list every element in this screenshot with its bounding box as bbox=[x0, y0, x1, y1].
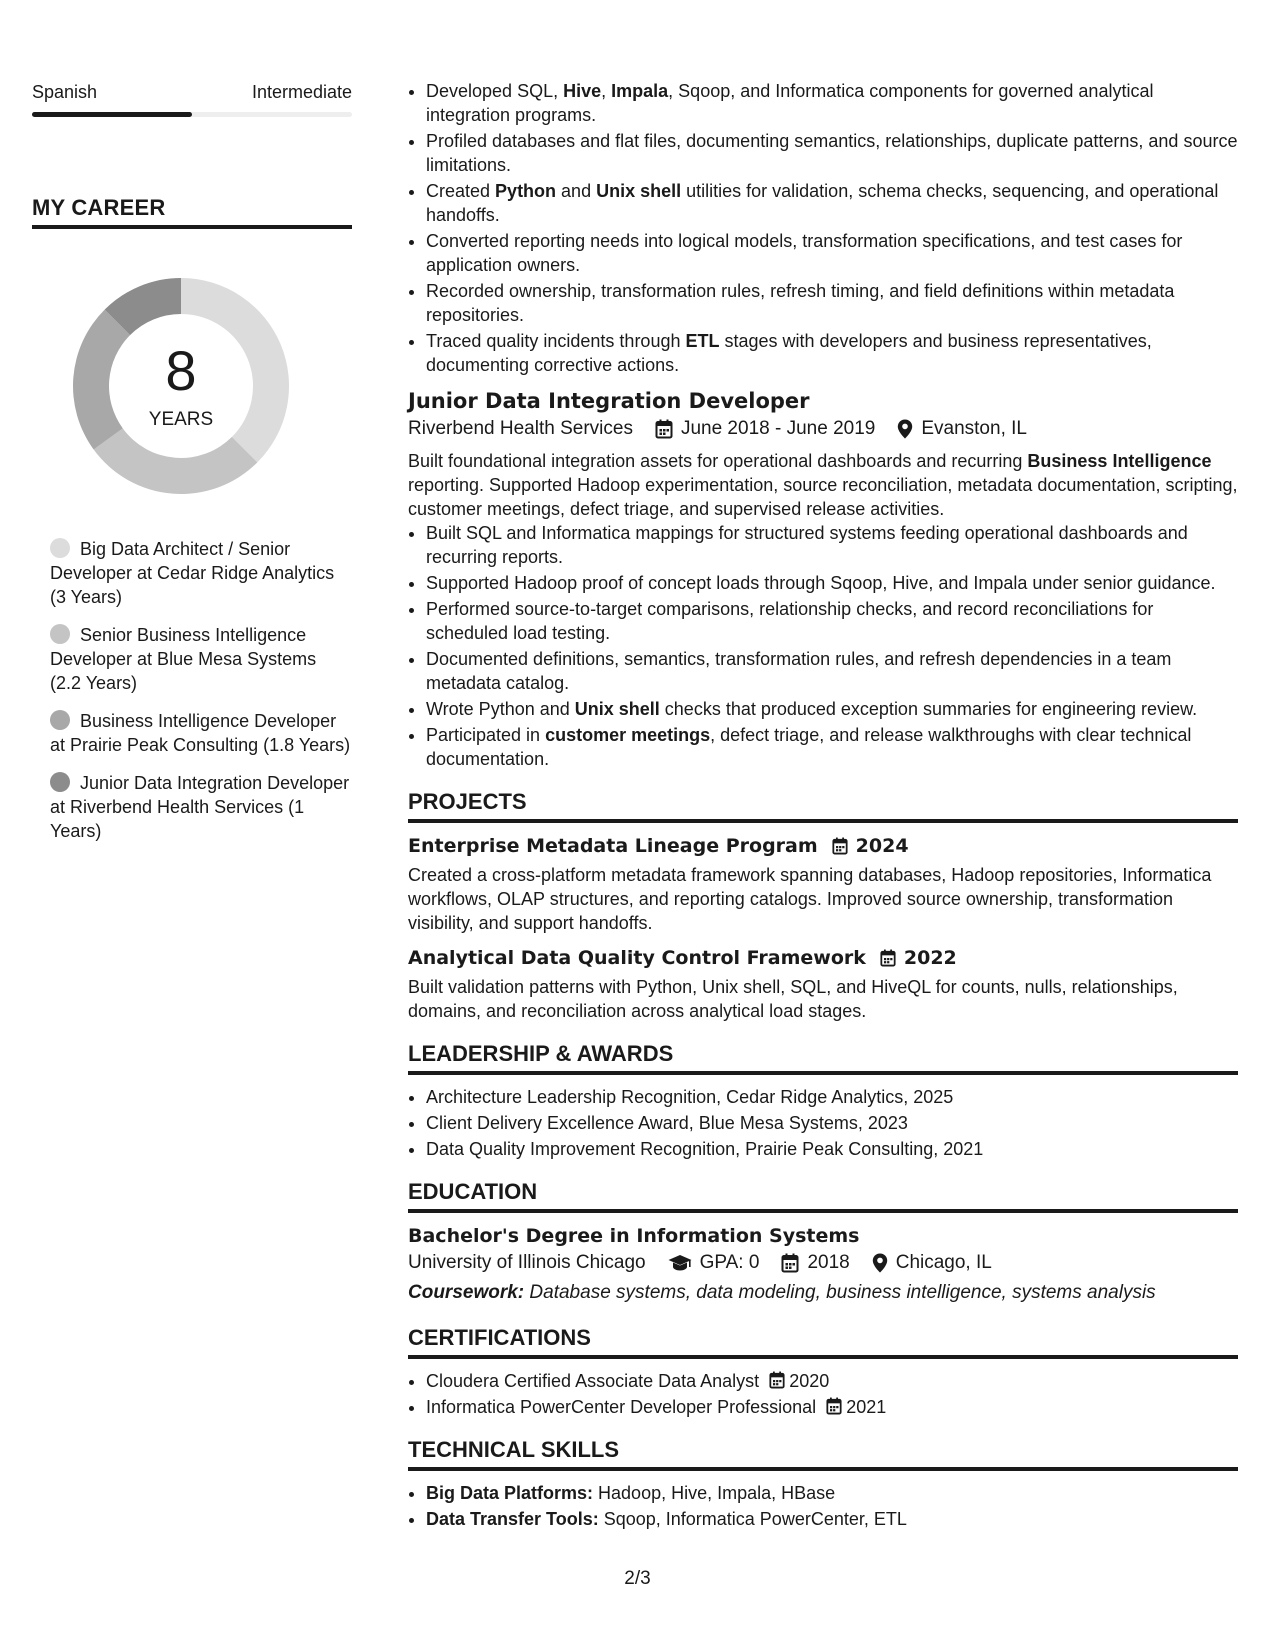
bold-keyword: Impala bbox=[611, 81, 669, 101]
legend-label: Junior Data Integration Developer at Riverbend Health Services (1 Years) bbox=[50, 773, 350, 841]
previous-job-bullet: • Developed SQL, Hive, Impala, Sqoop, and Informatica components for governed analytical integration programs. bbox=[426, 79, 1238, 127]
projects-section bbox=[408, 789, 1238, 1023]
calendar-icon bbox=[769, 1371, 785, 1389]
skills-section bbox=[408, 1437, 1238, 1531]
job-bullet: • Wrote Python and Unix shell checks that produced exception summaries for engineering review. bbox=[426, 697, 1238, 721]
location-pin-icon bbox=[897, 419, 913, 439]
job-bullet: • Documented definitions, semantics, transformation rules, and refresh dependencies in a team metadata catalog. bbox=[426, 647, 1238, 695]
previous-job-bullet: • Profiled databases and flat files, documenting semantics, relationships, duplicate patterns, and source limitations. bbox=[426, 129, 1238, 177]
career-title: MY CAREER bbox=[32, 195, 166, 220]
projects-list bbox=[408, 833, 1238, 1023]
career-legend-item bbox=[50, 623, 352, 695]
education-rule bbox=[408, 1209, 1238, 1213]
coursework-label: Coursework: bbox=[408, 1282, 525, 1303]
career-legend-item bbox=[50, 709, 352, 757]
bold-keyword: Hive bbox=[563, 81, 602, 101]
legend-dot-icon bbox=[50, 710, 70, 730]
certification-name: Cloudera Certified Associate Data Analyst bbox=[426, 1371, 760, 1391]
skills-title: TECHNICAL SKILLS bbox=[408, 1437, 620, 1462]
skill-item bbox=[426, 1481, 1238, 1505]
job-location: Evanston, IL bbox=[921, 418, 1027, 439]
certifications-title: CERTIFICATIONS bbox=[408, 1325, 591, 1350]
certifications-list bbox=[408, 1369, 1238, 1419]
job-bullet: • Supported Hadoop proof of concept loads through Sqoop, Hive, and Impala under senior guidance. bbox=[426, 571, 1238, 595]
certification-item bbox=[426, 1395, 1238, 1419]
projects-title: PROJECTS bbox=[408, 789, 527, 814]
project-name: Enterprise Metadata Lineage Program bbox=[408, 835, 818, 857]
awards-rule bbox=[408, 1071, 1238, 1075]
education-year: 2018 bbox=[807, 1252, 850, 1273]
previous-job-bullet: • Converted reporting needs into logical models, transformation specifications, and test cases for application owners. bbox=[426, 229, 1238, 277]
skill-label: Big Data Platforms: bbox=[426, 1483, 594, 1503]
education-degree: Bachelor's Degree in Information Systems bbox=[408, 1225, 860, 1247]
career-donut bbox=[66, 271, 296, 501]
skill-label: Data Transfer Tools: bbox=[426, 1509, 599, 1529]
location-pin-icon bbox=[872, 1253, 888, 1273]
language-row bbox=[32, 80, 352, 104]
education-section bbox=[408, 1179, 1238, 1307]
project-title bbox=[408, 945, 1238, 971]
job-title: Junior Data Integration Developer bbox=[408, 389, 810, 413]
page-number: 2/3 bbox=[624, 1568, 651, 1589]
skill-value: Hadoop, Hive, Impala, HBase bbox=[593, 1483, 836, 1503]
project-year: 2024 bbox=[855, 835, 909, 857]
education-gpa: GPA: 0 bbox=[699, 1252, 760, 1273]
calendar-icon bbox=[832, 837, 848, 855]
job-company: Riverbend Health Services bbox=[408, 418, 633, 439]
bold-keyword: Unix shell bbox=[596, 181, 682, 201]
certification-name: Informatica PowerCenter Developer Professional bbox=[426, 1397, 817, 1417]
certifications-rule bbox=[408, 1355, 1238, 1359]
awards-section bbox=[408, 1041, 1238, 1161]
award-item: • Architecture Leadership Recognition, Cedar Ridge Analytics, 2025 bbox=[426, 1085, 1238, 1109]
job-bullet: • Performed source-to-target comparisons, relationship checks, and record reconciliations for scheduled load testing. bbox=[426, 597, 1238, 645]
certification-item bbox=[426, 1369, 1238, 1393]
project-name: Analytical Data Quality Control Framework bbox=[408, 947, 866, 969]
education-title: EDUCATION bbox=[408, 1179, 538, 1204]
education-school: University of Illinois Chicago bbox=[408, 1252, 646, 1273]
project-description: Created a cross-platform metadata framework spanning databases, Hadoop repositories, Informatica workflows, OLAP structures, and reporting catalogs. Improved source ownership, transformation visibility, and support handoffs. bbox=[408, 865, 1212, 933]
projects-rule bbox=[408, 819, 1238, 823]
previous-job-bullets bbox=[408, 79, 1238, 377]
language-name: Spanish bbox=[32, 82, 98, 102]
language-level: Intermediate bbox=[251, 82, 352, 102]
career-legend bbox=[32, 537, 352, 843]
coursework-text: Database systems, data modeling, business intelligence, systems analysis bbox=[529, 1282, 1156, 1303]
job-bullets bbox=[408, 521, 1238, 771]
right-column bbox=[408, 79, 1238, 1533]
legend-label: Business Intelligence Developer at Prairie Peak Consulting (1.8 Years) bbox=[50, 711, 351, 755]
job-dates: June 2018 - June 2019 bbox=[680, 418, 876, 439]
awards-list bbox=[408, 1085, 1238, 1161]
job-summary: Built foundational integration assets for operational dashboards and recurring Business Intelligence reporting. Supported Hadoop experimentation, source reconciliation, metadata documentation, scripting, customer meetings, defect triage, and supervised release activities. bbox=[408, 451, 1238, 519]
project-title bbox=[408, 833, 1238, 859]
bold-keyword: Business Intelligence bbox=[1027, 451, 1212, 471]
job-bullet: • Participated in customer meetings, defect triage, and release walkthroughs with clear technical documentation. bbox=[426, 723, 1238, 771]
award-item: • Data Quality Improvement Recognition, Prairie Peak Consulting, 2021 bbox=[426, 1137, 1238, 1161]
legend-dot-icon bbox=[50, 624, 70, 644]
certifications-section bbox=[408, 1325, 1238, 1419]
job-bullet: • Built SQL and Informatica mappings for structured systems feeding operational dashboards and recurring reports. bbox=[426, 521, 1238, 569]
legend-dot-icon bbox=[50, 538, 70, 558]
legend-label: Big Data Architect / Senior Developer at Cedar Ridge Analytics (3 Years) bbox=[50, 539, 335, 607]
language-bar-fill bbox=[32, 112, 192, 117]
career-years-unit: YEARS bbox=[148, 409, 214, 430]
skills-rule bbox=[408, 1467, 1238, 1471]
calendar-icon bbox=[655, 419, 673, 439]
project-description: Built validation patterns with Python, Unix shell, SQL, and HiveQL for counts, nulls, relationships, domains, and reconciliation across analytical load stages. bbox=[408, 977, 1178, 1021]
calendar-icon bbox=[781, 1253, 799, 1273]
skill-item bbox=[426, 1507, 1238, 1531]
bold-keyword: Unix shell bbox=[574, 699, 660, 719]
skill-value: Sqoop, Informatica PowerCenter, ETL bbox=[598, 1509, 907, 1529]
awards-title: LEADERSHIP & AWARDS bbox=[408, 1041, 674, 1066]
certification-year: 2021 bbox=[846, 1397, 887, 1417]
bold-keyword: ETL bbox=[685, 331, 720, 351]
certification-date bbox=[816, 1397, 886, 1417]
career-legend-item bbox=[50, 537, 352, 609]
education-coursework bbox=[408, 1279, 1238, 1307]
certification-date bbox=[759, 1371, 829, 1391]
career-total-years: 8 bbox=[165, 339, 197, 402]
legend-dot-icon bbox=[50, 772, 70, 792]
previous-job-bullet: • Recorded ownership, transformation rules, refresh timing, and field definitions within metadata repositories. bbox=[426, 279, 1238, 327]
bold-keyword: customer meetings bbox=[545, 725, 711, 745]
career-rule bbox=[32, 225, 352, 229]
job-meta bbox=[408, 415, 1238, 443]
bold-keyword: Python bbox=[495, 181, 557, 201]
certification-year: 2020 bbox=[789, 1371, 830, 1391]
skills-list bbox=[408, 1481, 1238, 1531]
donut-segment-2 bbox=[94, 428, 258, 494]
education-meta bbox=[408, 1249, 1238, 1277]
career-legend-item bbox=[50, 771, 352, 843]
project-year: 2022 bbox=[903, 947, 957, 969]
graduation-cap-icon bbox=[668, 1254, 692, 1272]
previous-job-bullet: • Created Python and Unix shell utilities for validation, schema checks, sequencing, and operational handoffs. bbox=[426, 179, 1238, 227]
language-bar bbox=[32, 112, 352, 117]
previous-job-bullet: • Traced quality incidents through ETL stages with developers and business representatives, documenting corrective actions. bbox=[426, 329, 1238, 377]
award-item: • Client Delivery Excellence Award, Blue Mesa Systems, 2023 bbox=[426, 1111, 1238, 1135]
calendar-icon bbox=[826, 1397, 842, 1415]
left-column bbox=[32, 80, 352, 857]
calendar-icon bbox=[880, 949, 896, 967]
legend-label: Senior Business Intelligence Developer at Blue Mesa Systems (2.2 Years) bbox=[50, 625, 317, 693]
education-location: Chicago, IL bbox=[895, 1252, 992, 1273]
